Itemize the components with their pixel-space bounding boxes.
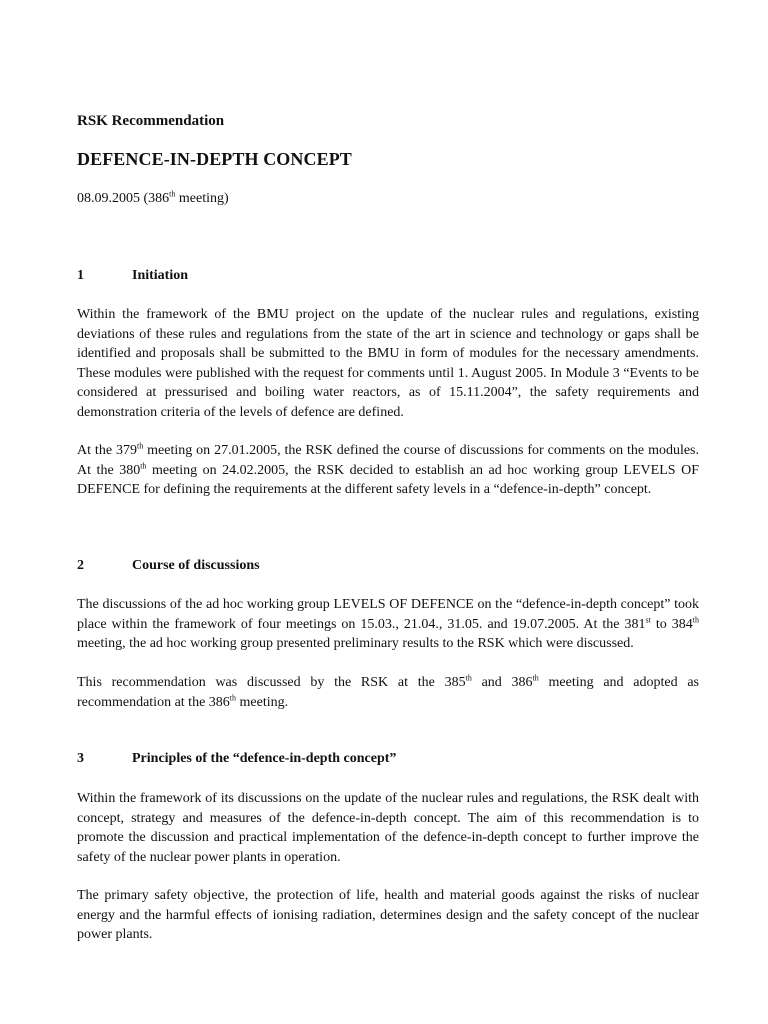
section-title: Principles of the “defence-in-depth concept” <box>132 751 397 766</box>
document-kicker: RSK Recommendation <box>77 113 225 129</box>
section-3-paragraph-1: Within the framework of its discussions on the update of the nuclear rules and regulations, the RSK dealt with concept, strategy and measures of the defence-in-depth concept. The aim of this recommendation is to promote the discussion and practical implementation of the defence-in-depth concept to further improve the safety of the nuclear power plants in operation. <box>77 791 699 865</box>
section-number: 2 <box>77 558 84 573</box>
section-3-heading <box>77 751 396 767</box>
section-number: 3 <box>77 751 84 766</box>
section-1-heading <box>77 268 188 284</box>
document-date: 08.09.2005 (386th meeting) <box>77 189 229 206</box>
section-2-heading <box>77 558 260 574</box>
section-1-paragraph-1: Within the framework of the BMU project on the update of the nuclear rules and regulations, existing deviations of these rules and regulations from the state of the art in science and technology or gaps shall be identified and proposals shall be submitted to the BMU in form of modules for the necessary amendments. These modules were published with the request for comments until 1. August 2005. In Module 3 “Events to be considered at pressurised and boiling water reactors, as of 15.11.2004”, the safety requirements and demonstration criteria of the levels of defence are defined. <box>77 307 699 420</box>
section-title: Initiation <box>132 268 189 283</box>
section-number: 1 <box>77 268 84 283</box>
section-2-paragraph-1: The discussions of the ad hoc working group LEVELS OF DEFENCE on the “defence-in-depth concept” took place within the framework of four meetings on 15.03., 21.04., 31.05. and 19.07.2005. At the 381st to 384th meeting, the ad hoc working group presented preliminary results to the RSK which were discussed. <box>77 597 699 652</box>
section-1-paragraph-2: At the 379th meeting on 27.01.2005, the RSK defined the course of discussions for comments on the modules. At the 380th meeting on 24.02.2005, the RSK decided to establish an ad hoc working group LEVELS OF DEFENCE for defining the requirements at the different safety levels in a “defence-in-depth” concept. <box>77 441 700 498</box>
section-3-paragraph-2: The primary safety objective, the protection of life, health and material goods against the risks of nuclear energy and the harmful effects of ionising radiation, determines design and the safety concept of the nuclear power plants. <box>77 888 699 943</box>
section-2-paragraph-2: This recommendation was discussed by the RSK at the 385th and 386th meeting and adopted as recommendation at the 386th meeting. <box>77 673 700 710</box>
document-title: DEFENCE-IN-DEPTH CONCEPT <box>77 149 352 169</box>
section-title: Course of discussions <box>132 558 260 573</box>
